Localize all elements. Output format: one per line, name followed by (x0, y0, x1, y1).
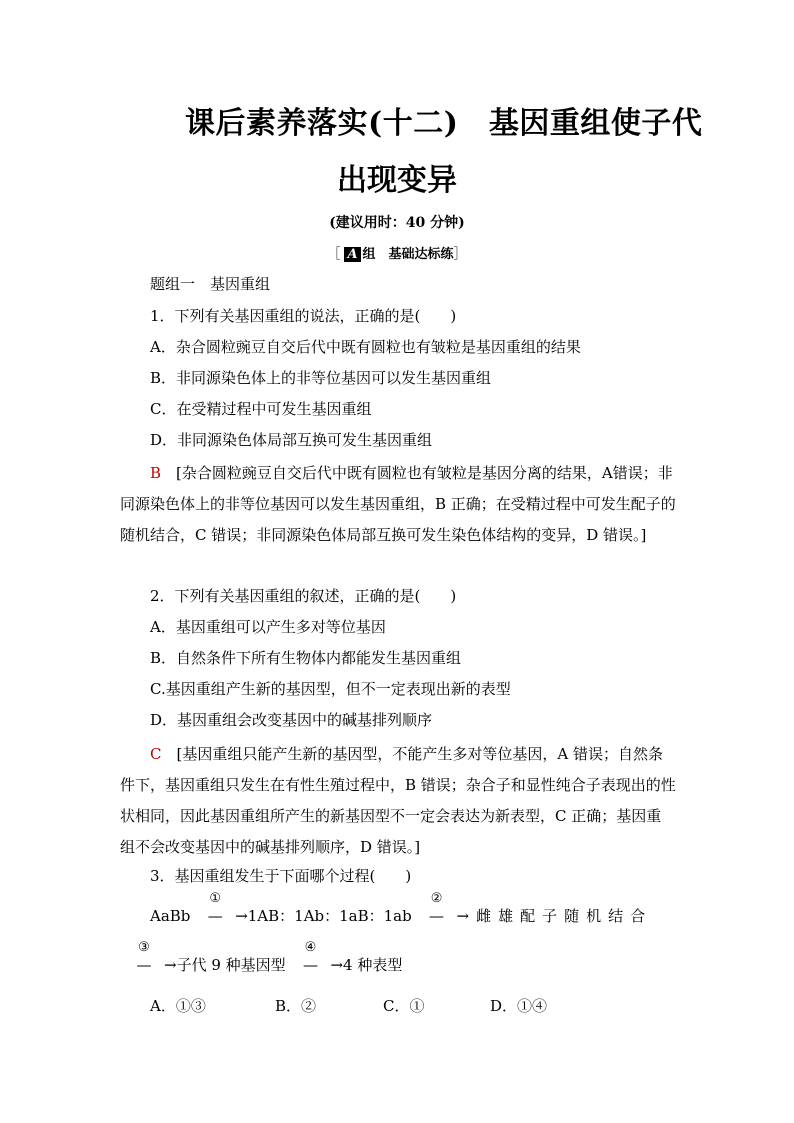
q1-answer-block (120, 458, 676, 551)
q3-result3: →子代 9 种基因型 (164, 956, 286, 974)
q3-option-c: C．① (383, 997, 425, 1015)
q2-option-d: D．基因重组会改变基因中的碱基排列顺序 (150, 711, 433, 729)
q2-answer: C (150, 745, 162, 763)
q3-start: AaBb (150, 907, 191, 925)
q2-stem: 2．下列有关基因重组的叙述，正确的是( ) (150, 587, 457, 605)
topic-heading: 题组一 基因重组 (150, 275, 271, 293)
q3-result2: →雌雄配子随机结合 (456, 907, 653, 925)
bracket-close: ］ (453, 247, 467, 262)
q1-option-b: B．非同源染色体上的非等位基因可以发生基因重组 (150, 369, 492, 387)
group-label: 组 基础达标练 (362, 247, 454, 262)
q3-step2-label: ② (430, 891, 443, 906)
q1-option-c: C．在受精过程中可发生基因重组 (150, 400, 372, 418)
q1-option-d: D．非同源染色体局部互换可发生基因重组 (150, 431, 433, 449)
page-title-line1: 课后素养落实(十二) 基因重组使子代 (185, 106, 703, 141)
q1-explanation: [杂合圆粒豌豆自交后代中既有圆粒也有皱粒是基因分离的结果，A错误；非同源染色体上的非等位基因可以发生基因重组，B 正确；在受精过程中可发生配子的随机结合，C 错误；非同源染色体局部互换可发生染色体结构的变异，D 错误。] (120, 464, 676, 544)
q3-stem: 3．基因重组发生于下面哪个过程( ) (150, 867, 412, 885)
q3-result4: →4 种表型 (330, 956, 403, 974)
q3-step1-arrow: ① — (195, 907, 235, 925)
q3-option-a: A．①③ (150, 997, 206, 1015)
q3-step4-arrow: ④ — (290, 956, 330, 974)
q1-option-a: A．杂合圆粒豌豆自交后代中既有圆粒也有皱粒是基因重组的结果 (150, 338, 581, 356)
q2-explanation: [基因重组只能产生新的基因型，不能产生多对等位基因，A 错误；自然条件下，基因重组只发生在有性生殖过程中，B 错误；杂合子和显性纯合子表现出的性状相同，因此基因重组所产生的新基因型不一定会表达为新表型，C 正确；基因重组不会改变基因中的碱基排列顺序，D 错误。] (120, 745, 676, 856)
q3-step1-label: ① (209, 891, 222, 906)
q3-step3-arrow: ③ — (124, 956, 164, 974)
q1-answer: B (150, 464, 162, 482)
q2-option-b: B．自然条件下所有生物体内都能发生基因重组 (150, 649, 462, 667)
q3-flow-line2 (124, 940, 403, 975)
q1-stem: 1．下列有关基因重组的说法，正确的是( ) (150, 307, 457, 325)
q3-step3-label: ③ (138, 940, 150, 955)
q3-option-b: B．② (275, 997, 317, 1015)
group-header (0, 243, 794, 262)
q3-result1: →1AB：1Ab：1aB：1ab (235, 907, 412, 925)
q3-step4-label: ④ (304, 940, 317, 955)
group-a-mark: A (344, 247, 360, 262)
q2-option-c: C.基因重组产生新的基因型，但不一定表现出新的表型 (150, 680, 511, 698)
q2-answer-block (120, 739, 676, 863)
bracket-open: ［ (327, 247, 341, 262)
q3-flow-line1 (150, 891, 653, 926)
q2-option-a: A．基因重组可以产生多对等位基因 (150, 618, 386, 636)
q3-option-d: D．①④ (490, 997, 548, 1015)
suggested-time: (建议用时：40 分钟) (329, 215, 465, 231)
page-title-line2: 出现变异 (337, 163, 457, 198)
q3-step2-arrow: ② — (417, 907, 457, 925)
